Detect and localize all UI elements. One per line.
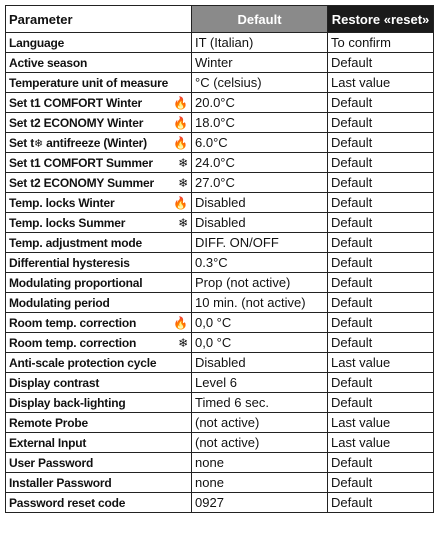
parameter-label: Room temp. correction xyxy=(9,315,137,330)
parameter-label: Temp. adjustment mode xyxy=(9,235,142,250)
default-value: 6.0°C xyxy=(192,133,328,153)
snowflake-icon: ❄ xyxy=(178,335,188,350)
parameter-cell xyxy=(6,173,192,193)
flame-icon: 🔥 xyxy=(173,135,188,150)
flame-icon: 🔥 xyxy=(173,195,188,210)
parameter-cell xyxy=(6,33,192,53)
parameter-label: Language xyxy=(9,35,65,50)
table-row xyxy=(6,213,434,233)
parameter-label: Room temp. correction xyxy=(9,335,137,350)
parameter-label: Differential hysteresis xyxy=(9,255,130,270)
table-row xyxy=(6,313,434,333)
parameter-label: External Input xyxy=(9,435,87,450)
table-row xyxy=(6,193,434,213)
restore-value: Default xyxy=(328,213,434,233)
parameters-table xyxy=(5,5,434,513)
parameter-label: Set t2 ECONOMY Summer xyxy=(9,175,154,190)
default-value: Disabled xyxy=(192,353,328,373)
parameter-cell xyxy=(6,273,192,293)
restore-value: Default xyxy=(328,233,434,253)
table-row xyxy=(6,493,434,513)
table-row xyxy=(6,253,434,273)
flame-icon: 🔥 xyxy=(173,115,188,130)
restore-value: Default xyxy=(328,53,434,73)
table-row xyxy=(6,53,434,73)
parameter-label: Anti-scale protection cycle xyxy=(9,355,157,370)
parameter-cell xyxy=(6,493,192,513)
parameter-cell xyxy=(6,253,192,273)
table-row xyxy=(6,153,434,173)
default-value: °C (celsius) xyxy=(192,73,328,93)
header-default: Default xyxy=(192,6,328,33)
table-row xyxy=(6,333,434,353)
restore-value: Default xyxy=(328,113,434,133)
table-row xyxy=(6,433,434,453)
default-value: 27.0°C xyxy=(192,173,328,193)
parameter-cell xyxy=(6,333,192,353)
flame-icon: 🔥 xyxy=(173,315,188,330)
table-row xyxy=(6,373,434,393)
restore-value: Default xyxy=(328,313,434,333)
parameter-cell xyxy=(6,73,192,93)
parameter-cell xyxy=(6,373,192,393)
table-row xyxy=(6,113,434,133)
snowflake-icon: ❄ xyxy=(178,175,188,190)
parameter-label: Modulating proportional xyxy=(9,275,143,290)
table-row xyxy=(6,133,434,153)
restore-value: Default xyxy=(328,93,434,113)
default-value: 0,0 °C xyxy=(192,333,328,353)
header-restore: Restore «reset» xyxy=(328,6,434,33)
restore-value: Default xyxy=(328,293,434,313)
table-row xyxy=(6,93,434,113)
table-row xyxy=(6,453,434,473)
default-value: 10 min. (not active) xyxy=(192,293,328,313)
snowflake-icon: ❄ xyxy=(178,215,188,230)
parameter-cell xyxy=(6,293,192,313)
restore-value: Last value xyxy=(328,433,434,453)
parameter-cell xyxy=(6,353,192,373)
parameter-cell xyxy=(6,133,192,153)
parameter-cell xyxy=(6,153,192,173)
parameter-cell xyxy=(6,473,192,493)
parameter-label: Password reset code xyxy=(9,495,126,510)
table-row xyxy=(6,393,434,413)
table-row xyxy=(6,473,434,493)
default-value: none xyxy=(192,453,328,473)
parameter-label: Remote Probe xyxy=(9,415,88,430)
restore-value: Default xyxy=(328,333,434,353)
restore-value: Default xyxy=(328,273,434,293)
default-value: (not active) xyxy=(192,413,328,433)
flame-icon: 🔥 xyxy=(173,95,188,110)
parameter-cell xyxy=(6,413,192,433)
default-value: Timed 6 sec. xyxy=(192,393,328,413)
parameter-label: Installer Password xyxy=(9,475,112,490)
default-value: 24.0°C xyxy=(192,153,328,173)
parameter-label xyxy=(9,136,147,150)
restore-value: Default xyxy=(328,253,434,273)
parameter-cell xyxy=(6,193,192,213)
default-value: 0,0 °C xyxy=(192,313,328,333)
default-value: DIFF. ON/OFF xyxy=(192,233,328,253)
default-value: 20.0°C xyxy=(192,93,328,113)
parameter-cell xyxy=(6,213,192,233)
parameter-label: Set t2 ECONOMY Winter xyxy=(9,115,144,130)
parameter-cell xyxy=(6,53,192,73)
table-row xyxy=(6,173,434,193)
default-value: Winter xyxy=(192,53,328,73)
restore-value: Default xyxy=(328,393,434,413)
table-body xyxy=(6,33,434,513)
table-row xyxy=(6,293,434,313)
default-value: Level 6 xyxy=(192,373,328,393)
restore-value: Last value xyxy=(328,413,434,433)
table-row xyxy=(6,33,434,53)
default-value: none xyxy=(192,473,328,493)
parameter-cell xyxy=(6,393,192,413)
parameter-cell xyxy=(6,433,192,453)
restore-value: Default xyxy=(328,133,434,153)
snowflake-icon: ❄ xyxy=(34,137,44,150)
parameter-label: Active season xyxy=(9,55,88,70)
snowflake-icon: ❄ xyxy=(178,155,188,170)
restore-value: To confirm xyxy=(328,33,434,53)
default-value: Prop (not active) xyxy=(192,273,328,293)
parameter-label: Display contrast xyxy=(9,375,100,390)
default-value: 0.3°C xyxy=(192,253,328,273)
default-value: (not active) xyxy=(192,433,328,453)
header-parameter: Parameter xyxy=(6,6,192,33)
restore-value: Default xyxy=(328,373,434,393)
table-row xyxy=(6,73,434,93)
parameter-cell xyxy=(6,93,192,113)
default-value: 0927 xyxy=(192,493,328,513)
table-row xyxy=(6,233,434,253)
header-row xyxy=(6,6,434,33)
parameter-label: User Password xyxy=(9,455,94,470)
parameter-label: Set t1 COMFORT Summer xyxy=(9,155,153,170)
parameter-cell xyxy=(6,453,192,473)
default-value: Disabled xyxy=(192,193,328,213)
default-value: Disabled xyxy=(192,213,328,233)
table-row xyxy=(6,413,434,433)
default-value: IT (Italian) xyxy=(192,33,328,53)
parameter-label: Temperature unit of measure xyxy=(9,75,169,90)
restore-value: Default xyxy=(328,493,434,513)
parameter-label: Temp. locks Winter xyxy=(9,195,115,210)
restore-value: Default xyxy=(328,453,434,473)
parameter-cell xyxy=(6,233,192,253)
default-value: 18.0°C xyxy=(192,113,328,133)
restore-value: Default xyxy=(328,193,434,213)
restore-value: Default xyxy=(328,473,434,493)
restore-value: Default xyxy=(328,173,434,193)
table-row xyxy=(6,353,434,373)
parameter-label-part: Set t xyxy=(9,135,35,150)
parameter-label-part: antifreeze (Winter) xyxy=(43,135,147,150)
parameter-label: Set t1 COMFORT Winter xyxy=(9,95,143,110)
parameter-label: Modulating period xyxy=(9,295,110,310)
parameter-cell xyxy=(6,113,192,133)
restore-value: Default xyxy=(328,153,434,173)
restore-value: Last value xyxy=(328,353,434,373)
parameter-cell xyxy=(6,313,192,333)
parameter-label: Temp. locks Summer xyxy=(9,215,126,230)
table-row xyxy=(6,273,434,293)
parameter-label: Display back-lighting xyxy=(9,395,126,410)
restore-value: Last value xyxy=(328,73,434,93)
